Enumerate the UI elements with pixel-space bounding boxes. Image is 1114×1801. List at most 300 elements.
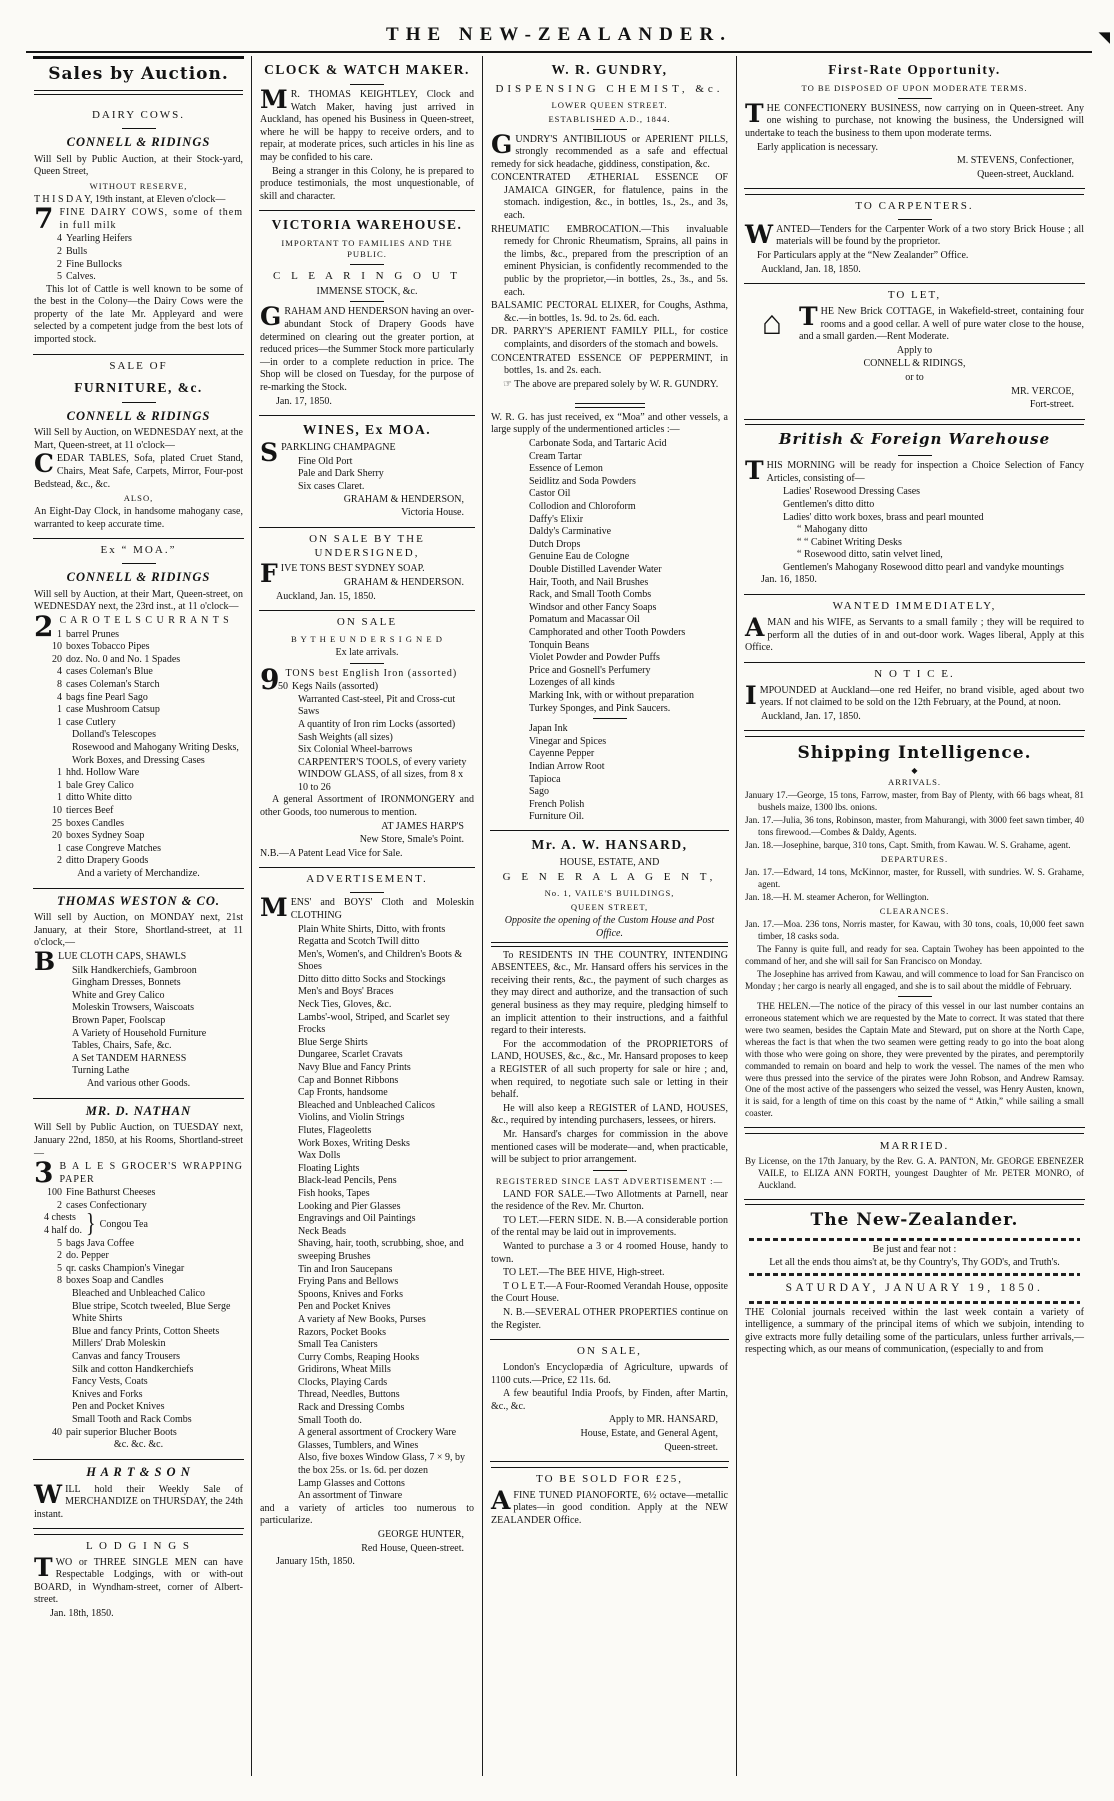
item-text: Men's, Women's, and Children's Boots & Shoes — [298, 948, 463, 973]
list-item — [745, 524, 1084, 537]
item-text: Gentlemen's ditto ditto — [783, 498, 875, 510]
item-qty: 10 — [52, 804, 62, 816]
printers-mark-icon: ◥ — [1098, 30, 1110, 46]
item-qty: 10 — [52, 641, 62, 653]
drop-cap: 7 — [34, 202, 54, 236]
section-wanted-immediately — [744, 594, 1085, 662]
short-divider — [122, 402, 156, 403]
signature-line: Queen-street. — [664, 1441, 718, 1453]
paragraph: He will also keep a REGISTER of LAND, HOUSES, &c., required by intending purchasers, lessees, or hirers. — [491, 1102, 728, 1127]
list-item — [34, 977, 243, 990]
list-item — [260, 1264, 474, 1277]
paragraph: This lot of Cattle is well known to be some of the best in the Colony—the Dairy Cows were the property of the late Mr. Appleyard and were selected by a competent judge from the best lots of imported stock. — [34, 283, 243, 346]
list-item — [260, 1112, 474, 1125]
list-item — [745, 537, 1084, 550]
item-text: Millers' Drab Moleskin — [72, 1338, 166, 1350]
column-1 — [26, 56, 252, 1776]
list-item — [491, 539, 728, 552]
item-text: Cap and Bonnet Ribbons — [298, 1074, 399, 1086]
drop-cap: 2 — [34, 610, 54, 644]
short-divider — [593, 129, 627, 130]
item-text: WINDOW GLASS, of all sizes, from 8 x 10 to 26 — [298, 769, 464, 793]
centered-line: or to — [905, 371, 924, 383]
list-item — [491, 690, 728, 703]
dropcap-paragraph — [34, 1552, 243, 1607]
signature-line: MR. VERCOE, — [1011, 385, 1074, 397]
item-qty: 25 — [52, 817, 62, 829]
list-item — [260, 1075, 474, 1088]
hanging-paragraph: RHEUMATIC EMBROCATION.—This invaluable remedy for Chronic Rheumatism, Sprains, all pains in the limbs, &c., prepared from the prescription of an eminent Physician, is confidently recommended to the public by the proprietor,—in bottles, 2s., 3s., and 5s. each. — [491, 223, 728, 298]
drop-cap: G — [491, 129, 513, 159]
item-text: Sash Weights (all sizes) — [298, 731, 393, 743]
paragraph: The Josephine has arrived from Kawau, and will commence to load for San Francisco on Monday ; her cargo is nearly all engaged, and she is to sail about the middle of February. — [745, 968, 1084, 991]
list-item — [491, 514, 728, 527]
signature-line: Apply to MR. HANSARD, — [608, 1414, 718, 1426]
ad-heading: ADVERTISEMENT. — [306, 873, 428, 886]
signature-line: Victoria House. — [401, 507, 464, 519]
subheading: LOWER QUEEN STREET. — [551, 99, 668, 110]
list-item — [260, 1440, 474, 1453]
short-divider — [350, 301, 384, 302]
list-item — [34, 1275, 243, 1288]
list-item — [260, 924, 474, 937]
subheading: B Y T H E U N D E R S I G N E D — [290, 634, 444, 645]
item-text: Lamp Glasses and Cottons — [298, 1477, 405, 1489]
list-item — [491, 451, 728, 464]
list-item — [34, 271, 243, 284]
centered-line: IMMENSE STOCK, &c. — [316, 285, 418, 297]
dropcap-paragraph — [745, 612, 1084, 655]
item-text: Tin and Iron Saucepans — [298, 1263, 393, 1275]
item-text: Small Tea Canisters — [298, 1339, 378, 1351]
section-on-sale-iron — [259, 610, 475, 867]
item-text: Gridirons, Wheat Mills — [298, 1364, 391, 1376]
list-item — [34, 780, 243, 793]
item-text: Pale and Dark Sherry — [298, 468, 384, 480]
section-gundry-chemist — [490, 56, 729, 398]
hanging-paragraph: BALSAMIC PECTORAL ELIXER, for Coughs, Asthma, &c.—in bottles, 1s. 9d. to 2s. 6d. each. — [491, 300, 728, 324]
paragraph-text: RAHAM AND HENDERSON having an over-abundant Stock of Drapery Goods have determined on clearing out the greater portion, at reduced prices—the Summer Stock more particularly—in order to a complete reduction in price. The Shop will be closed on Tuesday, for the purpose of re-marking the Stock. — [260, 306, 474, 394]
list-item — [260, 1049, 474, 1062]
item-text: Razors, Pocket Books — [298, 1326, 387, 1338]
list-item — [491, 438, 728, 451]
list-item — [34, 1065, 243, 1078]
list-item — [34, 818, 243, 831]
item-text: Fine Bullocks — [66, 258, 122, 270]
paragraph: TO LET.—The BEE HIVE, High-street. — [503, 1267, 665, 1279]
item-text: Dungaree, Scarlet Cravats — [298, 1049, 403, 1061]
cottage-icon: ⌂ — [761, 304, 783, 342]
paragraph: To RESIDENTS IN THE COUNTRY, INTENDING ABSENTEES, &c., Mr. Hansard offers his services in the receiving their rents, &c., the payment of such charges as they may direct and authorize, and the transaction of such general business as they may require, pledging himself to an implicit attention to their instructions, and a faithful regard to their interests. — [491, 949, 728, 1037]
wavy-divider — [749, 1273, 1080, 1276]
newspaper-title: THE NEW-ZEALANDER. — [386, 24, 732, 45]
list-item — [491, 665, 728, 678]
advertiser-name: CONNELL & RIDINGS — [66, 570, 211, 585]
item-text: Silk Handkerchiefs, Gambroon — [72, 964, 197, 976]
ad-heading: Mr. A. W. HANSARD, — [531, 836, 688, 852]
list-item — [491, 748, 728, 761]
paragraph-text: HE CONFECTIONERY BUSINESS, now carrying on in Queen-street. Any one wishing to purchase, not knowing the business, the Undersigned will undertake to teach the business to them upon moderate terms. — [745, 102, 1084, 140]
drop-cap: T — [745, 456, 764, 486]
item-text: Glasses, Tumblers, and Wines — [298, 1439, 419, 1451]
item-text: Japan Ink — [529, 723, 568, 735]
list-item — [260, 757, 474, 770]
ad-heading: FURNITURE, &c. — [74, 379, 203, 395]
centered-line: And a variety of Merchandize. — [77, 867, 200, 879]
list-item — [491, 761, 728, 774]
list-item — [491, 577, 728, 590]
list-item — [34, 1002, 243, 1015]
list-item — [745, 562, 1084, 575]
item-qty: 100 — [47, 1187, 62, 1199]
list-item — [491, 463, 728, 476]
brace-icon: } — [86, 1210, 96, 1239]
paragraph: Being a stranger in this Colony, he is prepared to produce testimonials, the most unquestionable, of skill and character. — [260, 165, 474, 202]
item-text: qr. casks Champion's Vinegar — [66, 1262, 185, 1274]
item-qty: 5 — [57, 1262, 62, 1274]
item-qty: 20 — [52, 830, 62, 842]
list-item — [34, 654, 243, 667]
list-item — [260, 1301, 474, 1314]
item-text: Bulls — [66, 245, 88, 257]
subheading: REGISTERED SINCE LAST ADVERTISEMENT :— — [495, 1175, 724, 1186]
item-text: Calves. — [66, 271, 96, 283]
item-text: Pen and Pocket Knives — [72, 1401, 165, 1413]
list-item — [34, 679, 243, 692]
section-heading: Shipping Intelligence. — [797, 742, 1032, 763]
item-text: Indian Arrow Root — [529, 760, 605, 772]
centered-line: Ex late arrivals. — [335, 646, 399, 658]
centered-line: Apply to — [896, 344, 933, 356]
item-text: Camphorated and other Tooth Powders — [529, 626, 686, 638]
list-item — [260, 732, 474, 745]
item-text: Shaving, hair, tooth, scrubbing, shoe, and sweeping Brushes — [298, 1238, 464, 1262]
list-item — [491, 786, 728, 799]
item-text: Blue Serge Shirts — [298, 1036, 368, 1048]
item-text: A Variety of Household Furniture — [72, 1027, 207, 1039]
item-text: Clocks, Playing Cards — [298, 1376, 388, 1388]
list-item — [34, 1028, 243, 1041]
section-hansard-agent — [490, 830, 729, 1339]
item-text: Furniture Oil. — [529, 811, 584, 823]
dropcap-paragraph — [745, 219, 1084, 249]
list-item — [34, 259, 243, 272]
list-item — [260, 1087, 474, 1100]
list-item — [34, 1053, 243, 1066]
list-item — [34, 729, 243, 742]
list-item — [260, 1389, 474, 1402]
list-item — [260, 1327, 474, 1340]
list-item — [260, 1402, 474, 1415]
dropcap-paragraph — [745, 98, 1084, 141]
item-text: Daldy's Carminative — [529, 526, 612, 538]
item-text: boxes Soap and Candles — [66, 1275, 164, 1287]
drop-cap: G — [260, 302, 282, 332]
list-item — [34, 1288, 243, 1301]
list-item — [260, 468, 474, 481]
ad-heading: ON SALE — [336, 616, 398, 629]
item-text: case Mushroom Catsup — [66, 704, 160, 716]
list-item — [260, 481, 474, 494]
drop-cap: A — [491, 1485, 511, 1515]
subheading: DEPARTURES. — [880, 853, 949, 864]
drop-cap: F — [260, 559, 278, 589]
item-text: Tables, Chairs, Safe, &c. — [72, 1040, 172, 1052]
list-item — [34, 1351, 243, 1364]
section-lodgings — [33, 1528, 244, 1627]
item-text: Castor Oil — [529, 488, 571, 500]
item-text: Gingham Dresses, Bonnets — [72, 977, 181, 989]
drop-cap: S — [260, 438, 279, 468]
item-text: ditto Drapery Goods — [66, 855, 149, 867]
paragraph: Wanted to purchase a 3 or 4 roomed House, handy to town. — [491, 1240, 728, 1265]
item-text: White and Grey Calico — [72, 989, 165, 1001]
list-item — [260, 1213, 474, 1226]
signature-line: House, Estate, and General Agent, — [580, 1427, 718, 1439]
item-qty: 40 — [52, 1426, 62, 1438]
signature-line: Fort-street. — [1029, 399, 1074, 411]
section-new-zealander-leader — [744, 1199, 1085, 1364]
item-text: Gentlemen's Mahogany Rosewood ditto pearl and vandyke mountings — [783, 561, 1064, 573]
date-line: Auckland, Jan. 15, 1850. — [276, 590, 376, 602]
item-text: “ Rosewood ditto, satin velvet lined, — [797, 549, 943, 561]
item-qty: 1 — [57, 704, 62, 716]
list-item — [260, 1125, 474, 1138]
list-item — [745, 512, 1084, 525]
ad-heading: First-Rate Opportunity. — [828, 62, 1001, 77]
hanging-paragraph: Jan. 18.—H. M. steamer Acheron, for Wellington. — [745, 891, 929, 902]
list-item — [260, 719, 474, 732]
item-text: Fish hooks, Tapes — [298, 1187, 370, 1199]
item-text: Cap Fronts, handsome — [298, 1087, 388, 1099]
date-line: Auckland, Jan. 17, 1850. — [761, 710, 861, 722]
list-item — [491, 627, 728, 640]
item-text: Brown Paper, Foolscap — [72, 1015, 166, 1027]
paragraph: Early application is necessary. — [757, 141, 878, 153]
signature-line: GRAHAM & HENDERSON. — [343, 577, 464, 589]
list-item — [260, 694, 474, 719]
centered-line: And various other Goods. — [86, 1077, 191, 1089]
item-qty: 4 — [57, 666, 62, 678]
item-text: Cayenne Pepper — [529, 748, 595, 760]
ad-heading: TO BE SOLD FOR £25, — [536, 1472, 683, 1485]
item-qty: 50 — [278, 681, 288, 693]
ad-heading: W. R. GUNDRY, — [551, 62, 668, 77]
masthead — [26, 24, 1092, 53]
list-item — [34, 666, 243, 679]
section-shipping-intelligence — [744, 730, 1085, 1127]
drop-cap: C — [34, 449, 54, 479]
item-text: Ladies' Rosewood Dressing Cases — [783, 486, 921, 498]
drop-cap: B — [34, 947, 56, 977]
item-text: Neck Beads — [298, 1225, 347, 1237]
date-line: Jan. 16, 1850. — [761, 574, 817, 586]
paragraph-text: B A L E S GROCER'S WRAPPING PAPER — [59, 1161, 243, 1185]
item-qty: 4 — [57, 233, 62, 245]
section-heading: Sales by Auction. — [48, 64, 229, 84]
ad-heading: MARRIED. — [879, 1139, 950, 1152]
paragraph-text: PARKLING CHAMPAGNE — [281, 442, 396, 454]
item-text: Double Distilled Lavender Water — [529, 564, 662, 576]
date-line: January 15th, 1850. — [276, 1556, 355, 1568]
short-divider — [898, 219, 932, 220]
ad-heading: ON SALE BY THE UNDERSIGNED, — [309, 532, 425, 559]
item-text: Flutes, Flageoletts — [298, 1125, 372, 1136]
list-item — [260, 1452, 474, 1477]
item-text: Canvas and fancy Trousers — [72, 1351, 181, 1363]
list-item — [260, 1226, 474, 1239]
subheading: QUEEN STREET, — [570, 902, 649, 913]
list-item — [34, 1326, 243, 1339]
paragraph: An Eight-Day Clock, in handsome mahogany case, warranted to keep accurate time. — [34, 506, 243, 530]
item-text: Regatta and Scotch Twill ditto — [298, 936, 420, 948]
list-item — [34, 965, 243, 978]
brace-label: Congou Tea — [99, 1218, 148, 1230]
item-text: boxes Tobacco Pipes — [66, 641, 150, 653]
drop-cap: T — [745, 98, 764, 128]
item-text: Pomatum and Macassar Oil — [529, 614, 640, 626]
item-text: Ditto ditto ditto Socks and Stockings — [298, 973, 446, 985]
list-item — [260, 1238, 474, 1263]
list-item — [260, 744, 474, 757]
paragraph: THE HELEN.—The notice of the piracy of this vessel in our last number contains an erroneous statement which we are requested by the Mate to correct. It was stated that there were two seamen, besides the Captain Mate and Steward, put on shore at the North Cape, whereas the fact is that when the two seamen were getting ready to go into the boat along with those who were going on shore, they were prevented by the pirates, and peremptorily commanded to remain on board and help to work the vessel. The names of the men who were thus pressed into the service of the pirates were John Robson, and Andrew Ramsay. One of the most active of the passengers who seized the vessel, was Henry Austen, known, it is said, for a length of time on this coast by the name of “ Atkin,” while sailing a small coaster. — [745, 1000, 1084, 1119]
item-qty: 1 — [57, 628, 62, 640]
list-item — [34, 1427, 243, 1440]
section-hart-and-son — [33, 1459, 244, 1529]
item-text: Curry Combs, Reaping Hooks — [298, 1351, 420, 1363]
paragraph: ☞ The above are prepared solely by W. R. GUNDRY. — [503, 378, 719, 390]
item-qty: 1 — [57, 767, 62, 779]
list-item — [34, 1301, 243, 1326]
subheading: No. 1, VAILE'S BUILDINGS, — [544, 888, 675, 899]
item-qty: 8 — [57, 679, 62, 691]
short-divider — [593, 1170, 627, 1171]
list-item — [34, 1376, 243, 1389]
item-qty: 1 — [57, 842, 62, 854]
brace-group — [34, 1212, 243, 1237]
item-text: Rack and Dressing Combs — [298, 1402, 405, 1414]
paragraph-text: HIS MORNING will be ready for inspection a Choice Selection of Fancy Articles, consisting of— — [766, 460, 1084, 484]
item-text: doz. No. 0 and No. 1 Spades — [66, 653, 181, 665]
item-text: Cream Tartar — [529, 450, 582, 462]
item-text: Kegs Nails (assorted) — [292, 681, 379, 693]
column-2 — [252, 56, 483, 1776]
item-text: Daffy's Elixir — [529, 513, 584, 525]
item-text: Thread, Needles, Buttons — [298, 1389, 400, 1401]
list-item — [491, 677, 728, 690]
centered-line: Let all the ends thou aims't at, be thy Country's, Thy GOD's, and Truth's. — [769, 1257, 1060, 1269]
dropcap-paragraph — [745, 680, 1084, 710]
item-text: “ Mahogany ditto — [797, 524, 868, 536]
item-text: Fine Old Port — [298, 455, 353, 467]
short-divider — [350, 84, 384, 85]
list-item — [34, 1364, 243, 1377]
item-text: Neck Ties, Gloves, &c. — [298, 999, 392, 1011]
drop-cap: W — [745, 219, 774, 249]
list-item — [491, 614, 728, 627]
section-notice-impounded — [744, 662, 1085, 731]
item-text: Also, five boxes Window Glass, 7 × 9, by the box 25s. or 1s. 6d. per dozen — [298, 1452, 465, 1477]
section-clock-watch-maker — [259, 56, 475, 210]
signature-line: Red House, Queen-street. — [361, 1542, 464, 1554]
list-item — [491, 652, 728, 665]
list-item — [491, 488, 728, 501]
item-qty: 2 — [57, 1250, 62, 1262]
section-british-foreign-warehouse — [744, 419, 1085, 594]
item-text: Rosewood and Mahogany Writing Desks, Work Boxes, and Dressing Cases — [72, 741, 239, 766]
drop-cap: 3 — [34, 1156, 54, 1190]
paragraph-text: WO or THREE SINGLE MEN can have Respectable Lodgings, with or with-out BOARD, in Wyndham-street, corner of Albert-street. — [34, 1556, 243, 1606]
drop-cap: W — [34, 1479, 63, 1509]
paragraph: Will Sell by Auction, on WEDNESDAY next, at the Mart, Queen-street, at 11 o'clock— — [34, 427, 243, 451]
item-text: Sago — [529, 786, 549, 798]
ad-heading: SALE OF — [109, 359, 168, 372]
item-text: Lozenges of all kinds — [529, 677, 615, 689]
paragraph: LAND FOR SALE.—Two Allotments at Parnell, near the residence of the Rev. Mr. Churton. — [491, 1188, 728, 1213]
item-qty: 4 — [57, 691, 62, 703]
short-divider — [898, 455, 932, 456]
item-text: A variety af New Books, Purses — [298, 1313, 426, 1325]
paragraph: A few beautiful India Proofs, by Finden, after Martin, &c., &c. — [491, 1388, 728, 1412]
list-item — [491, 640, 728, 653]
short-divider — [350, 663, 384, 664]
list-item — [491, 602, 728, 615]
list-item — [260, 1314, 474, 1327]
paragraph: Mr. Hansard's charges for commission in the above mentioned cases will be moderate—and, when practicable, will be subject to prior arrangement. — [491, 1129, 728, 1166]
paragraph: TO LET.—FERN SIDE. N. B.—A considerable portion of the rental may be laid out in improvements. — [491, 1214, 728, 1239]
centered-line: &c. &c. &c. — [113, 1439, 164, 1451]
item-text: Spoons, Knives and Forks — [298, 1288, 404, 1300]
list-item — [34, 1250, 243, 1263]
item-text: Fancy Vests, Coats — [72, 1376, 148, 1388]
drop-cap: M — [260, 893, 288, 923]
section-married — [744, 1127, 1085, 1199]
item-text: Knives and Forks — [72, 1388, 143, 1400]
section-victoria-warehouse — [259, 210, 475, 415]
item-text: case Congreve Matches — [66, 842, 161, 854]
ad-heading: ON SALE, — [577, 1345, 642, 1358]
list-item — [260, 1478, 474, 1491]
short-divider — [350, 264, 384, 265]
item-text: Vinegar and Spices — [529, 735, 607, 747]
list-item — [34, 990, 243, 1003]
hanging-paragraph: Jan. 17.—Julia, 36 tons, Robinson, master, from Mahurangi, with 3000 feet sawn timber, 40 tons firewood.—Combes & Daldy, Agents. — [745, 815, 1084, 837]
hanging-paragraph: CONCENTRATED ESSENCE OF PEPPERMINT, in bottles, 1s. and 2s. each. — [491, 352, 728, 377]
item-text: Turkey Sponges, and Pink Saucers. — [529, 702, 671, 714]
paragraph-text: ILL hold their Weekly Sale of MERCHANDIZE on THURSDAY, the 24th instant. — [34, 1483, 243, 1520]
section-dairy-cows — [33, 104, 244, 354]
hanging-paragraph: DR. PARRY'S APERIENT FAMILY PILL, for costice complaints, and disorders of the stomach and bowels. — [491, 326, 728, 351]
section-heading: The New-Zealander. — [810, 1210, 1019, 1231]
section-on-sale-books — [490, 1339, 729, 1461]
list-item — [260, 1377, 474, 1390]
list-item — [491, 564, 728, 577]
paragraph: and a variety of articles too numerous to particularize. — [260, 1502, 474, 1527]
item-text: pair superior Blucher Boots — [66, 1426, 177, 1438]
location-note: Opposite the opening of the Custom House and Post Office. — [504, 915, 715, 939]
brace-lines — [44, 1212, 82, 1237]
paragraph-text: C A R O T E L S C U R R A N T S — [59, 615, 230, 627]
item-text: Turning Lathe — [72, 1065, 130, 1077]
subheading: ALSO, — [123, 493, 154, 504]
ornament-icon: ◆ — [911, 765, 918, 775]
paragraph: THE Colonial journals received within the last week contain a variety of intelligence, a summary of the principal items of which we subjoin, intending to give extracts more fully detailing some of the particulars, unless further arrivals,—respecting which, as our means of communication, (especially to and from — [745, 1306, 1084, 1356]
item-text: Yearling Heifers — [66, 233, 132, 245]
hanging-paragraph: Jan. 17.—Edward, 14 tons, McKinnor, master, for Russell, with sundries. W. S. Grahame, agent. — [745, 867, 1084, 889]
list-item — [260, 1188, 474, 1201]
item-text: Bleached and Unbleached Calicos — [298, 1099, 435, 1111]
item-text: tierces Beef — [66, 804, 114, 816]
